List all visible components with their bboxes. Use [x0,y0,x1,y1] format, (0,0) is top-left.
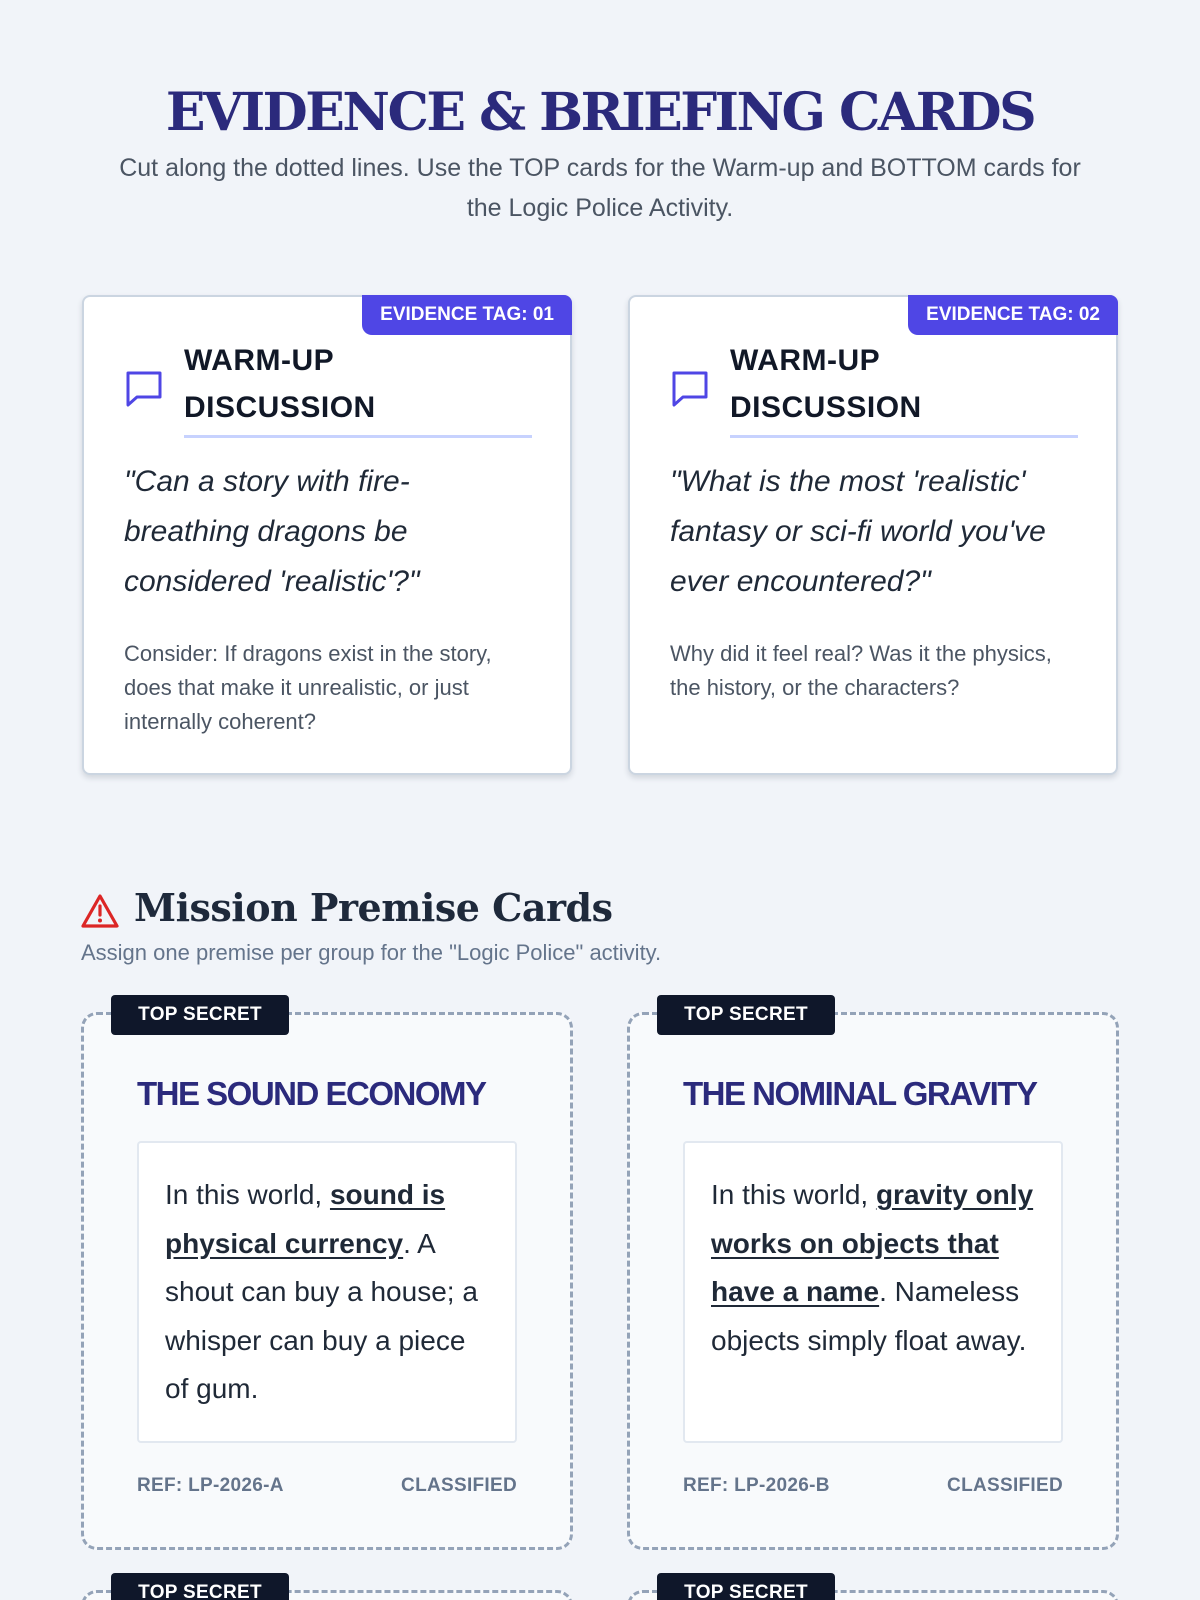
top-secret-badge: TOP SECRET [111,995,289,1035]
evidence-tag: EVIDENCE TAG: 01 [362,295,572,335]
warning-triangle-icon [80,893,120,929]
premise-text: . A shout can buy a house; a whisper can buy a piece of gum. [165,1227,478,1404]
mission-card [81,1582,573,1600]
mission-card [627,1004,1119,1550]
evidence-card [628,295,1118,775]
premise-highlight: sound is physical currency [165,1179,446,1259]
reference-code: REF: LP-2026-A [137,1475,284,1496]
page-title: EVIDENCE & BRIEFING CARDS [165,82,1035,143]
evidence-card [82,295,572,775]
top-secret-badge: TOP SECRET [657,1573,835,1600]
premise-highlight: gravity only works on objects that have a name [711,1179,1034,1307]
top-secret-badge: TOP SECRET [111,1573,289,1600]
mission-card [81,1004,573,1550]
page-subtitle: Cut along the dotted lines. Use the TOP cards for the Warm-up and BOTTOM cards for the Logic Police Activity. [119,154,1081,222]
card-note: Consider: If dragons exist in the story, does that make it unrealistic, or just internally coherent? [124,641,492,734]
premise-box [137,1141,517,1443]
classification-label: CLASSIFIED [947,1475,1063,1496]
chat-bubble-icon [124,369,164,409]
mission-title: THE SOUND ECONOMY [137,1075,486,1112]
top-secret-badge: TOP SECRET [657,995,835,1035]
reference-code: REF: LP-2026-B [683,1475,830,1496]
card-note: Why did it feel real? Was it the physics, the history, or the characters? [670,641,1052,700]
chat-bubble-icon [670,369,710,409]
card-heading: WARM-UP DISCUSSION [184,337,532,438]
premise-text: . Nameless objects simply float away. [711,1276,1027,1356]
premise-text: In this world, [165,1179,330,1210]
premise-text: In this world, [711,1179,876,1210]
evidence-tag: EVIDENCE TAG: 02 [908,295,1118,335]
premise-box [683,1141,1063,1443]
mission-card [627,1582,1119,1600]
mission-title: THE NOMINAL GRAVITY [683,1075,1037,1112]
section-title: Mission Premise Cards [134,885,613,930]
card-quote: "Can a story with fire-breathing dragons be considered 'realistic'?" [124,465,420,598]
section-subtitle: Assign one premise per group for the "Logic Police" activity. [81,940,662,965]
classification-label: CLASSIFIED [401,1475,517,1496]
card-quote: "What is the most 'realistic' fantasy or sci-fi world you've ever encountered?" [670,465,1046,598]
card-heading: WARM-UP DISCUSSION [730,337,1078,438]
